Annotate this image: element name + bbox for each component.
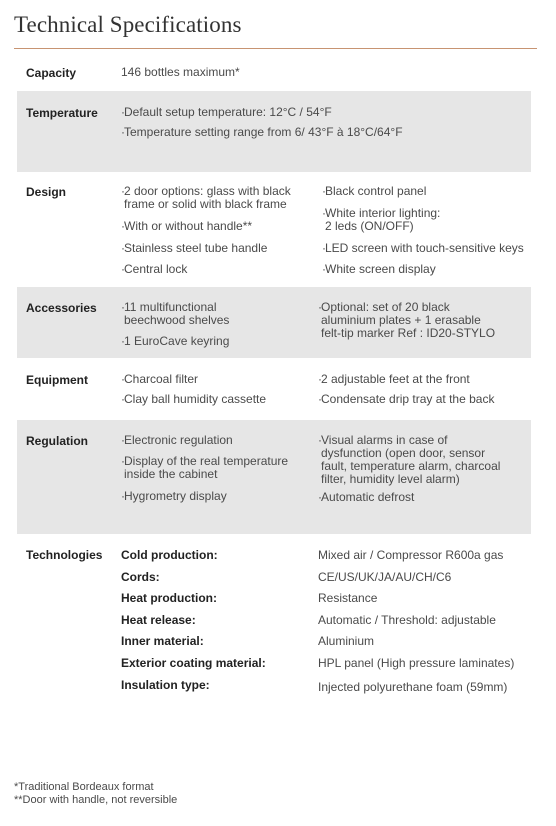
technology-key: Inner material: [121, 634, 204, 648]
regulation-label: Regulation [26, 434, 88, 448]
technologies-row [17, 534, 531, 704]
equipment-item: · Condensate drip tray at the back [318, 392, 495, 406]
technology-key: Heat release: [121, 613, 196, 627]
regulation-item: · Automatic defrost [318, 490, 415, 504]
design-item: · Black control panel [322, 184, 427, 198]
technology-value: Automatic / Threshold: adjustable [318, 613, 496, 627]
regulation-item: · Electronic regulation [121, 433, 233, 447]
technologies-label: Technologies [26, 548, 103, 562]
technology-key: Cold production: [121, 548, 218, 562]
design-item: · LED screen with touch-sensitive keys [322, 241, 524, 255]
design-item: · With or without handle** [121, 219, 253, 233]
capacity-value: 146 bottles maximum* [121, 65, 240, 79]
design-item: · Central lock [121, 262, 188, 276]
technology-value: CE/US/UK/JA/AU/CH/C6 [318, 570, 452, 584]
temperature-item: · Default setup temperature: 12°C / 54°F [121, 105, 332, 119]
design-item: · Stainless steel tube handle [121, 241, 268, 255]
equipment-item: · Charcoal filter [121, 372, 199, 386]
footnote: **Door with handle, not reversible [14, 794, 178, 806]
technology-key: Exterior coating material: [121, 656, 266, 670]
capacity-row [17, 55, 531, 91]
design-item: · White interior lighting: 2 leds (ON/OFF) [322, 206, 441, 233]
technology-key: Heat production: [121, 591, 217, 605]
accessories-item: · Optional: set of 20 black aluminium plates + 1 erasable felt-tip marker Ref : ID20-STYLO [318, 300, 496, 340]
regulation-row [17, 420, 531, 534]
design-label: Design [26, 185, 67, 199]
technology-key: Cords: [121, 570, 160, 584]
technology-key: Insulation type: [121, 678, 210, 692]
technology-value: Resistance [318, 591, 378, 605]
capacity-label: Capacity [26, 66, 77, 80]
regulation-item: · Hygrometry display [121, 489, 227, 503]
equipment-item: · 2 adjustable feet at the front [318, 372, 470, 386]
design-item: · White screen display [322, 262, 436, 276]
accessories-item: · 11 multifunctional beechwood shelves [121, 300, 230, 327]
design-item: · 2 door options: glass with black frame or solid with black frame [121, 184, 291, 211]
equipment-row [17, 358, 531, 420]
footnote: *Traditional Bordeaux format [14, 781, 154, 793]
temperature-label: Temperature [26, 106, 98, 120]
page-title: Technical Specifications [14, 12, 242, 37]
accessories-item: · 1 EuroCave keyring [121, 334, 230, 348]
temperature-row [17, 91, 531, 172]
equipment-item: · Clay ball humidity cassette [121, 392, 267, 406]
title-divider [14, 48, 537, 49]
equipment-label: Equipment [26, 373, 88, 387]
design-row [17, 172, 531, 287]
regulation-item: · Visual alarms in case of dysfunction (open door, sensor fault, temperature alarm, charcoal filter, humidity level alarm) [318, 433, 501, 486]
accessories-label: Accessories [26, 301, 97, 315]
temperature-item: · Temperature setting range from 6/ 43°F à 18°C/64°F [121, 125, 403, 139]
accessories-row [17, 287, 531, 358]
regulation-item: · Display of the real temperature inside the cabinet [121, 454, 289, 481]
technology-value: Aluminium [318, 634, 375, 648]
technology-value: HPL panel (High pressure laminates) [318, 656, 515, 670]
technology-value: Mixed air / Compressor R600a gas [318, 548, 504, 562]
technology-value: Injected polyurethane foam (59mm) [318, 680, 508, 694]
